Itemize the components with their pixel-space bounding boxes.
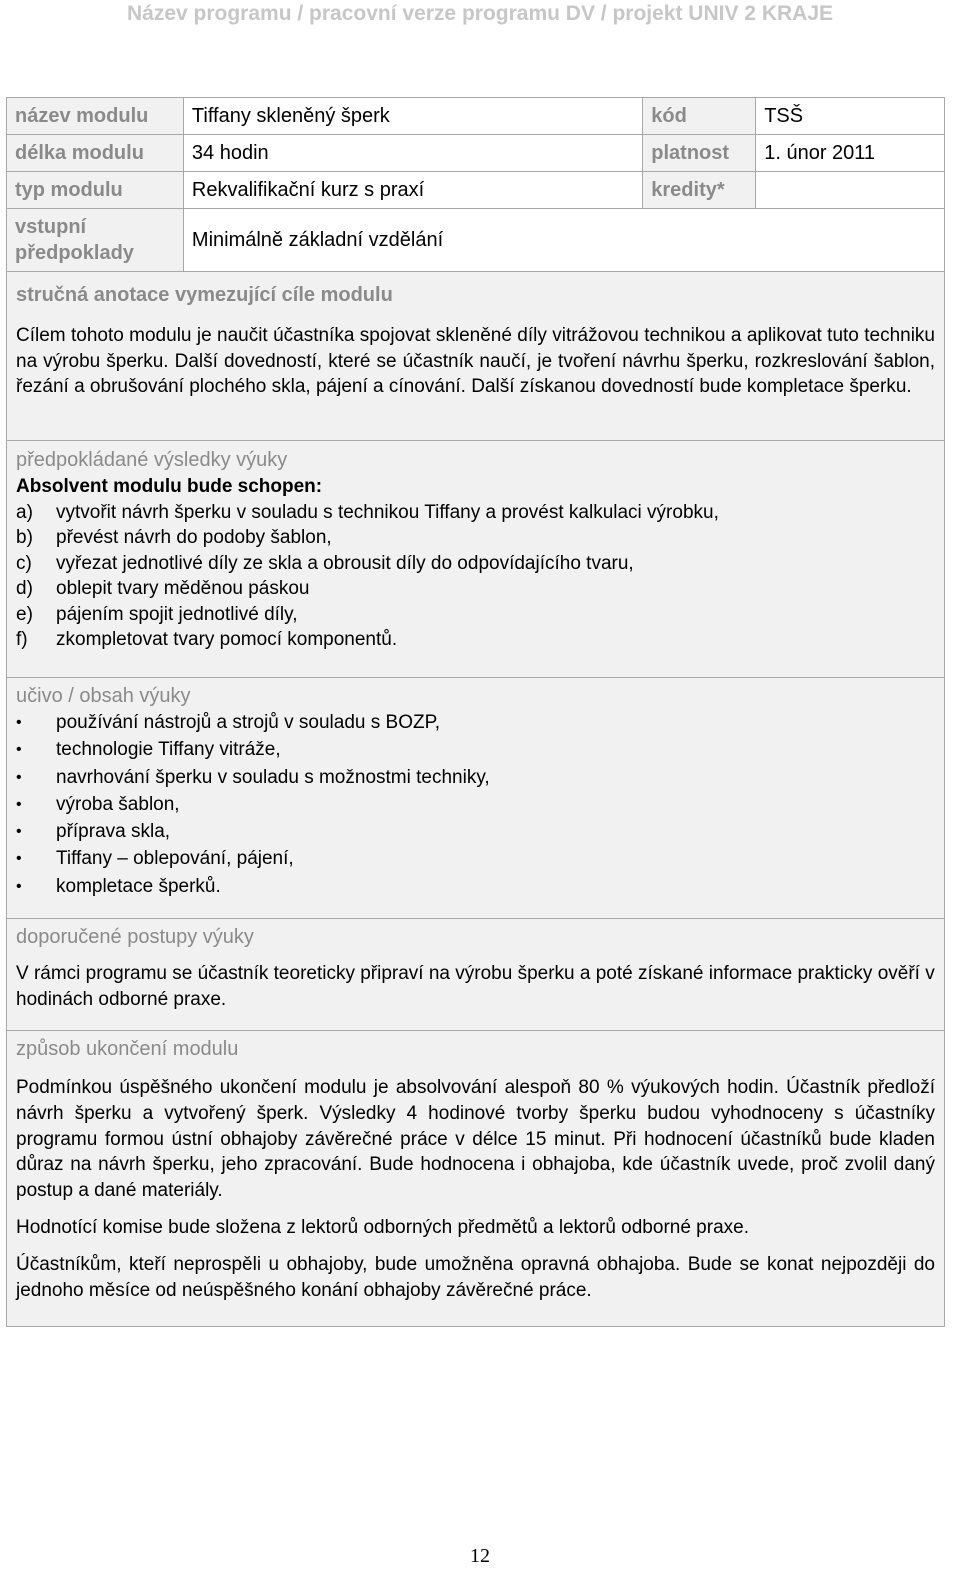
completion-paragraph-2: Hodnotící komise bude složena z lektorů odborných předmětů a lektorů odborné praxe. [16,1216,749,1238]
list-item-text: navrhování šperku v souladu s možnostmi techniky, [56,766,490,788]
bullet-icon: • [16,823,22,841]
results-title: předpokládané výsledky výuky [16,449,288,471]
meta-value-module-name: Tiffany skleněný šperk [183,98,642,135]
list-item-text: převést návrh do podoby šablon, [56,527,332,549]
curriculum-title: učivo / obsah výuky [16,685,191,707]
list-marker: d) [16,578,33,600]
document-header: Název programu / pracovní verze programu DV / projekt UNIV 2 KRAJE [126,2,834,25]
meta-label-length: délka modulu [7,135,184,172]
annotation-title: stručná anotace vymezující cíle modulu [16,284,393,306]
bullet-icon: • [16,795,22,813]
list-item [16,709,935,736]
meta-value-credits [756,172,945,209]
curriculum-section [6,678,945,919]
list-item-text: zkompletovat tvary pomocí komponentů. [56,629,398,651]
meta-label-code: kód [643,98,756,135]
list-item [16,736,935,763]
list-item-text: kompletace šperků. [56,875,221,897]
module-meta-table [6,97,945,272]
list-marker: f) [16,629,28,651]
completion-paragraph-3: Účastníkům, kteří neprospěli u obhajoby, bude umožněna opravná obhajoba. Bude se konat nejpozději do jednoho měsíce od neúspěšného konání obhajoby závěrečné práce. [16,1253,935,1301]
list-item-text: pájením spojit jednotlivé díly, [56,603,298,625]
list-item-text: oblepit tvary měděnou páskou [56,578,310,600]
list-item [16,525,935,551]
meta-value-validity: 1. únor 2011 [756,135,945,172]
annotation-section [6,280,945,441]
meta-value-prerequisites: Minimálně základní vzdělání [183,209,944,272]
list-item-text: vytvořit návrh šperku v souladu s technikou Tiffany a provést kalkulaci výrobku, [56,501,719,523]
list-item-text: výroba šablon, [56,793,180,815]
meta-value-code: TSŠ [756,98,945,135]
list-item [16,818,935,845]
list-item-text: příprava skla, [56,821,171,843]
completion-section [6,1031,945,1326]
list-item [16,576,935,602]
list-item-text: Tiffany – oblepování, pájení, [56,848,294,870]
list-item [16,551,935,577]
meta-label-type: typ modulu [7,172,184,209]
list-item [16,873,935,900]
list-item [16,791,935,818]
annotation-text: Cílem tohoto modulu je naučit účastníka spojovat skleněné díly vitrážovou technikou a aplikovat tuto techniku na výrobu šperku. Další dovedností, které se účastník naučí, je tvoření návrhu šperku, rozkreslování šablon, řezání a obrušování plochého skla, pájení a cínování. Další získanou dovedností bude kompletace šperku. [16,325,935,398]
meta-label-credits: kredity* [643,172,756,209]
meta-row-length [7,135,945,172]
list-item [16,602,935,628]
results-list [16,500,935,653]
list-marker: b) [16,527,33,549]
list-item-text: vyřezat jednotlivé díly ze skla a obrousit díly do odpovídajícího tvaru, [56,552,634,574]
list-item-text: používání nástrojů a strojů v souladu s BOZP, [56,712,441,733]
meta-value-type: Rekvalifikační kurz s praxí [183,172,642,209]
list-marker: a) [16,501,33,523]
list-item [16,764,935,791]
list-item-text: technologie Tiffany vitráže, [56,739,281,761]
meta-label-prerequisites [7,209,184,272]
results-section [6,441,945,678]
methods-text: V rámci programu se účastník teoreticky připraví na výrobu šperku a poté získané informace prakticky ověří v hodinách odborné praxe. [16,963,935,1010]
list-marker: c) [16,552,32,574]
bullet-icon: • [16,741,22,759]
bullet-icon: • [16,877,22,895]
list-marker: e) [16,603,33,625]
meta-label-prereq-line2: předpoklady [15,242,134,264]
meta-row-type [7,172,945,209]
completion-paragraph-1: Podmínkou úspěšného ukončení modulu je absolvování alespoň 80 % výukových hodin. Účastník předloží návrh šperku a vytvořený šperk. Výsledky 4 hodinové tvorby šperku budou vyhodnoceny s účastníky programu formou ústní obhajoby závěrečné práce v délce 15 minut. Při hodnocení účastníků bude kladen důraz na návrh šperku, jeho zpracování. Bude hodnocena i obhajoba, kde účastník uvede, proč zvolil daný postup a dané materiály. [16,1077,935,1202]
bullet-icon: • [16,768,22,786]
list-item [16,500,935,526]
completion-title: způsob ukončení modulu [16,1038,239,1060]
meta-label-module-name: název modulu [7,98,184,135]
methods-section [6,919,945,1031]
list-item [16,627,935,653]
meta-row-prerequisites [7,209,945,272]
page-number: 12 [470,1545,490,1567]
methods-title: doporučené postupy výuky [16,926,254,948]
list-item [16,845,935,872]
meta-row-name [7,98,945,135]
meta-value-length: 34 hodin [183,135,642,172]
results-intro: Absolvent modulu bude schopen: [16,476,323,497]
meta-label-prereq-line1: vstupní [15,216,87,238]
bullet-icon: • [16,714,22,731]
meta-label-validity: platnost [643,135,756,172]
curriculum-list [16,709,935,900]
bullet-icon: • [16,850,22,868]
